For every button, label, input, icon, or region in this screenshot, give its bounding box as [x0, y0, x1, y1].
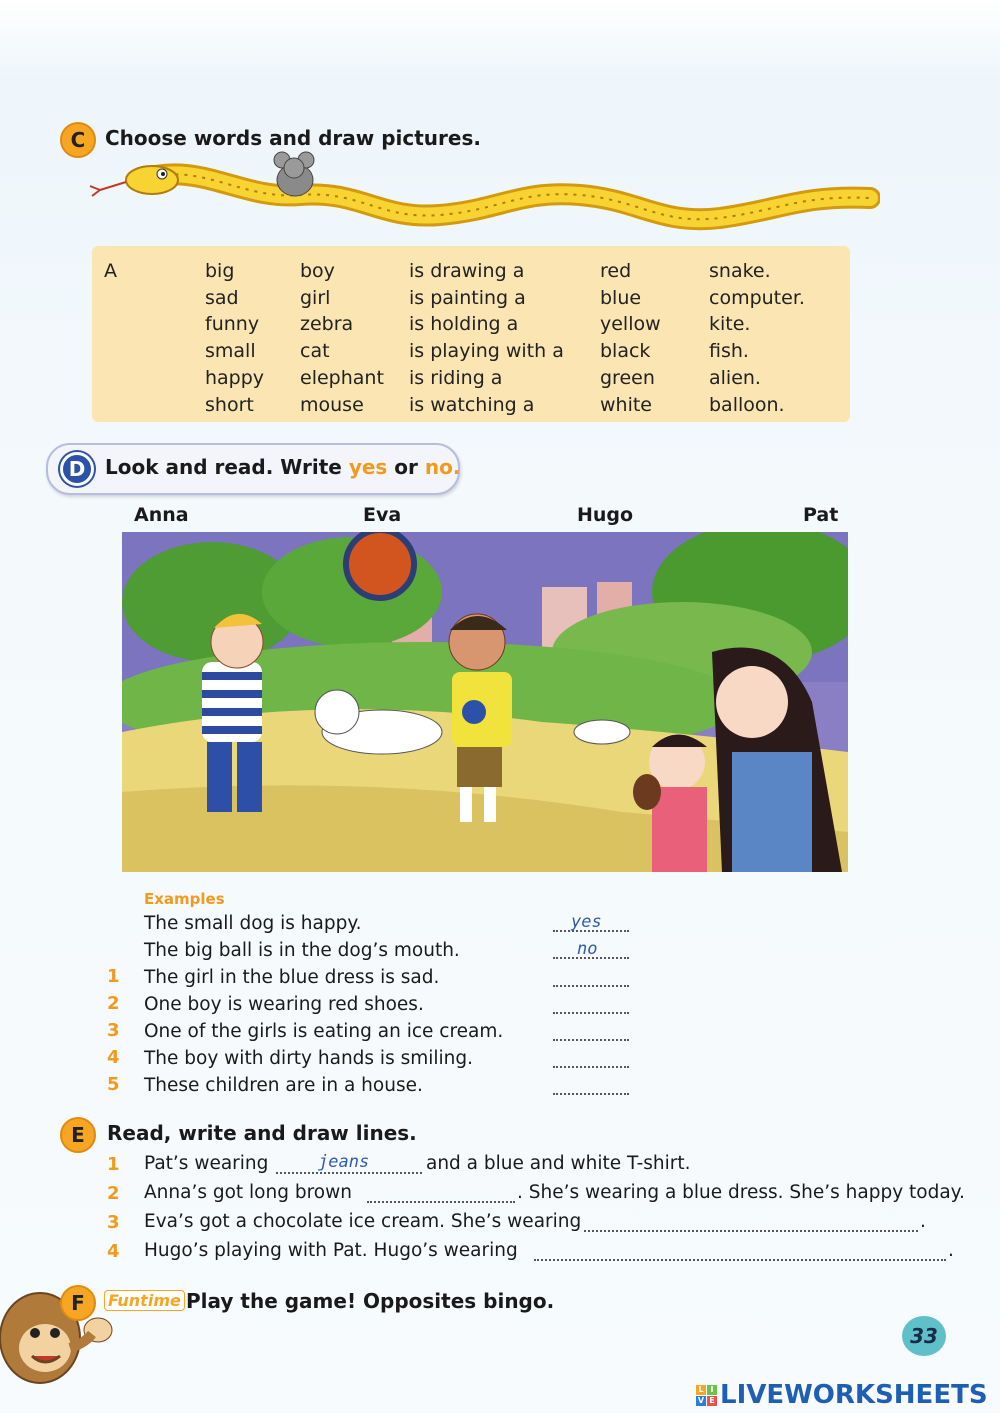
answer-dotted-line	[276, 1172, 422, 1174]
e-item-4-text-a: Hugo’s playing with Pat. Hugo’s wearing	[144, 1240, 518, 1261]
section-c-badge: C	[60, 122, 96, 158]
example-2-answer: no	[577, 939, 598, 959]
e-item-3-text-b: .	[920, 1211, 926, 1232]
question-number: 2	[107, 993, 120, 1014]
answer-dotted-line	[584, 1230, 918, 1232]
answer-dotted-line	[367, 1201, 515, 1203]
word-column-article: A	[104, 260, 117, 282]
e-item-3-text-a: Eva’s got a chocolate ice cream. She’s wearing	[144, 1211, 582, 1232]
e-item-number: 3	[107, 1212, 120, 1233]
word-column-nouns: boy girl zebra cat elephant mouse	[300, 260, 384, 416]
question-number: 1	[107, 966, 120, 987]
e-item-1-answer: jeans	[318, 1152, 370, 1172]
e-item-4-text-b: .	[948, 1240, 954, 1261]
name-label-anna: Anna	[134, 504, 189, 526]
section-c-title: Choose words and draw pictures.	[105, 126, 481, 150]
question-5-answer-field[interactable]	[553, 1071, 629, 1097]
name-label-hugo: Hugo	[577, 504, 634, 526]
monkey-illustration	[0, 1268, 115, 1393]
question-4-answer-field[interactable]	[553, 1044, 629, 1070]
e-item-number: 2	[107, 1183, 120, 1204]
e-item-number: 1	[107, 1154, 120, 1175]
snake-illustration	[80, 150, 880, 240]
section-e-badge: E	[60, 1117, 96, 1153]
name-label-eva: Eva	[363, 504, 402, 526]
question-5-text: These children are in a house.	[144, 1075, 423, 1096]
e-item-4-answer-field[interactable]	[534, 1237, 946, 1263]
answer-dotted-line	[553, 1093, 629, 1095]
liveworksheets-brand	[696, 1380, 988, 1410]
question-3-text: One of the girls is eating an ice cream.	[144, 1021, 504, 1042]
example-2-answer-field[interactable]	[553, 935, 629, 961]
example-1-text: The small dog is happy.	[144, 913, 362, 934]
answer-dotted-line	[553, 1012, 629, 1014]
answer-dotted-line	[534, 1259, 946, 1261]
question-number: 4	[107, 1047, 120, 1068]
question-3-answer-field[interactable]	[553, 1017, 629, 1043]
e-item-1-text-a: Pat’s wearing	[144, 1153, 269, 1174]
e-item-2-answer-field[interactable]	[367, 1179, 515, 1205]
section-d-title: Look and read. Write yes or no.	[105, 455, 461, 479]
section-f-title: Play the game! Opposites bingo.	[186, 1289, 555, 1313]
question-2-answer-field[interactable]	[553, 990, 629, 1016]
word-column-colours: red blue yellow black green white	[600, 260, 661, 416]
answer-dotted-line	[553, 1066, 629, 1068]
example-1-answer-field[interactable]	[553, 908, 629, 934]
question-1-answer-field[interactable]	[553, 963, 629, 989]
word-choice-table	[92, 246, 850, 422]
examples-label: Examples	[144, 890, 225, 908]
section-e-title: Read, write and draw lines.	[107, 1121, 417, 1145]
e-item-1-answer-field[interactable]	[276, 1150, 422, 1176]
e-item-2-text-b: . She’s wearing a blue dress. She’s happy today.	[517, 1182, 965, 1203]
question-number: 3	[107, 1020, 120, 1041]
example-1-answer: yes	[571, 912, 602, 932]
example-2-text: The big ball is in the dog’s mouth.	[144, 940, 460, 961]
park-scene-illustration	[122, 532, 848, 872]
answer-dotted-line	[553, 1039, 629, 1041]
question-2-text: One boy is wearing red shoes.	[144, 994, 424, 1015]
question-4-text: The boy with dirty hands is smiling.	[144, 1048, 474, 1069]
e-item-2-text-a: Anna’s got long brown	[144, 1182, 352, 1203]
page-number-badge: 33	[902, 1316, 946, 1356]
word-column-verbs: is drawing a is painting a is holding a is playing with a is riding a is watching a	[409, 260, 564, 416]
liveworksheets-brand-text: LIVEWORKSHEETS	[720, 1380, 988, 1410]
e-item-number: 4	[107, 1241, 120, 1262]
word-column-adjectives: big sad funny small happy short	[205, 260, 265, 416]
e-item-3-answer-field[interactable]	[584, 1208, 918, 1234]
section-d-badge: D	[60, 452, 94, 486]
word-column-objects: snake. computer. kite. fish. alien. balloon.	[709, 260, 805, 416]
e-item-1-text-b: and a blue and white T-shirt.	[426, 1153, 691, 1174]
section-f-badge: F	[60, 1285, 96, 1321]
answer-dotted-line	[553, 985, 629, 987]
funtime-tag: Funtime	[104, 1290, 185, 1311]
question-number: 5	[107, 1074, 120, 1095]
name-label-pat: Pat	[803, 504, 839, 526]
liveworksheets-logo-icon: L I V E	[696, 1385, 717, 1406]
question-1-text: The girl in the blue dress is sad.	[144, 967, 440, 988]
